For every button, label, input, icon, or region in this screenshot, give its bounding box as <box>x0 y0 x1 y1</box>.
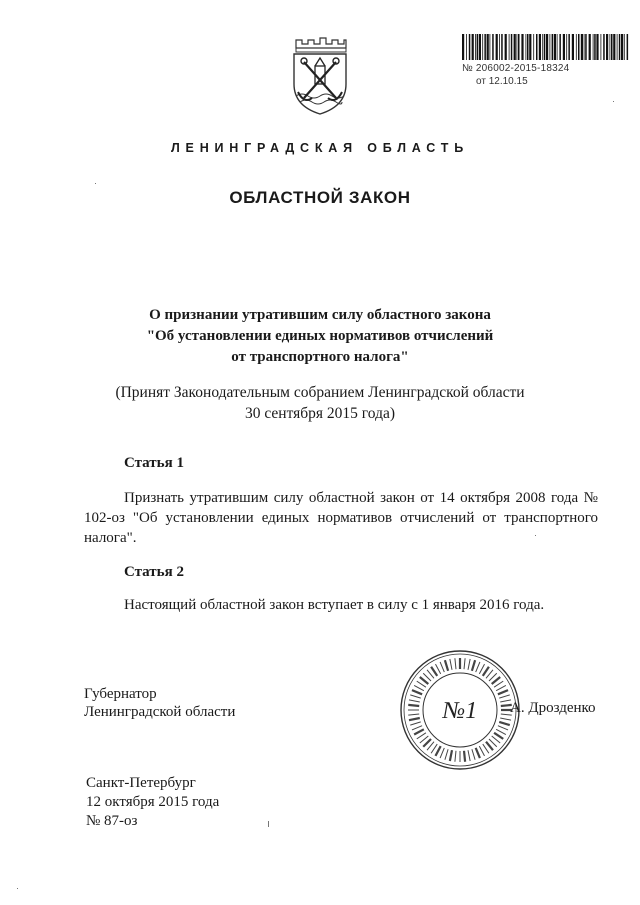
adoption-line: 30 сентября 2015 года) <box>244 405 396 422</box>
adoption-note <box>60 382 580 424</box>
law-title-line: "Об установлении единых нормативов отчислений <box>146 328 494 344</box>
article-1-paragraph: Признать утратившим силу областной закон от 14 октября 2008 года № 102-оз "Об установлении единых нормативов отчислений от транспортного налога". <box>84 490 598 546</box>
scan-speck <box>613 101 614 102</box>
seal-number: №1 <box>442 698 478 724</box>
signatory-name: А. Дрозденко <box>510 700 596 716</box>
signatory-position-line: Ленинградской области <box>84 704 236 720</box>
registration-number: № 206002-2015-18324 <box>462 63 570 74</box>
article-1-text <box>84 488 598 548</box>
scan-speck <box>17 888 18 889</box>
law-title-line: от транспортного налога" <box>231 349 409 365</box>
scan-speck <box>268 821 269 827</box>
signing-city: Санкт-Петербург <box>86 775 196 791</box>
law-number: № 87-оз <box>86 813 138 829</box>
registration-date: от 12.10.15 <box>476 76 528 87</box>
article-2-heading: Статья 2 <box>124 564 184 580</box>
document-type: ОБЛАСТНОЙ ЗАКОН <box>229 188 411 207</box>
article-2-text: Настоящий областной закон вступает в силу с 1 января 2016 года. <box>124 597 545 613</box>
scan-speck <box>95 183 96 184</box>
adoption-line: (Принят Законодательным собранием Ленинградской области <box>115 384 525 401</box>
official-seal-icon <box>398 648 522 772</box>
law-title <box>80 305 560 368</box>
coat-of-arms-icon <box>286 34 354 116</box>
signatory-position-line: Губернатор <box>84 686 157 702</box>
barcode-icon <box>462 34 630 60</box>
signatory-position <box>84 685 235 721</box>
signing-details <box>86 774 219 831</box>
region-name: ЛЕНИНГРАДСКАЯ ОБЛАСТЬ <box>170 141 470 155</box>
signing-date: 12 октября 2015 года <box>86 794 220 810</box>
article-1-heading: Статья 1 <box>124 455 184 471</box>
scan-speck <box>535 535 536 536</box>
law-title-line: О признании утратившим силу областного закона <box>149 307 491 323</box>
